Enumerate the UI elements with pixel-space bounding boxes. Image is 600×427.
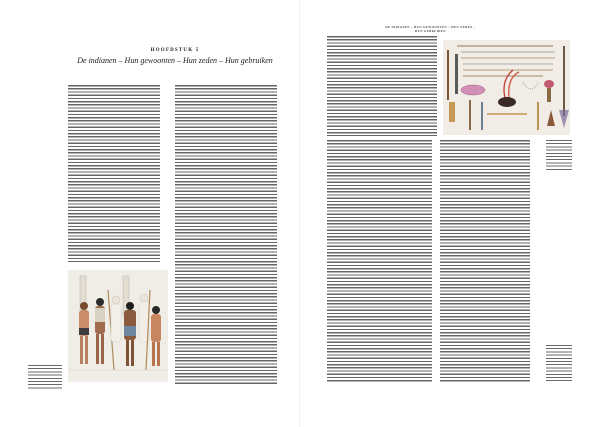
people-illustration-icon <box>68 270 168 382</box>
body-text-column-1 <box>68 85 160 262</box>
body-text-top <box>327 36 437 136</box>
body-text-column-1 <box>327 140 432 383</box>
body-text-column-2 <box>440 140 530 383</box>
right-page <box>300 0 600 427</box>
right-caption-top <box>546 140 572 170</box>
artefacts-illustration-icon <box>443 40 570 135</box>
running-head: DE INDIANEN – HUN GEWOONTEN – HUN ZEDEN – HUN GEBRUIKEN <box>385 25 476 33</box>
chapter-title: De indianen – Hun gewoonten – Hun zeden – Hun gebruiken <box>77 56 273 65</box>
right-caption-bottom <box>546 345 572 383</box>
illustration-people <box>68 270 168 382</box>
illustration-artefacts <box>443 40 570 135</box>
chapter-label: HOOFDSTUK 5 <box>150 48 200 53</box>
body-text-column-2 <box>175 85 277 385</box>
left-caption <box>28 365 62 390</box>
